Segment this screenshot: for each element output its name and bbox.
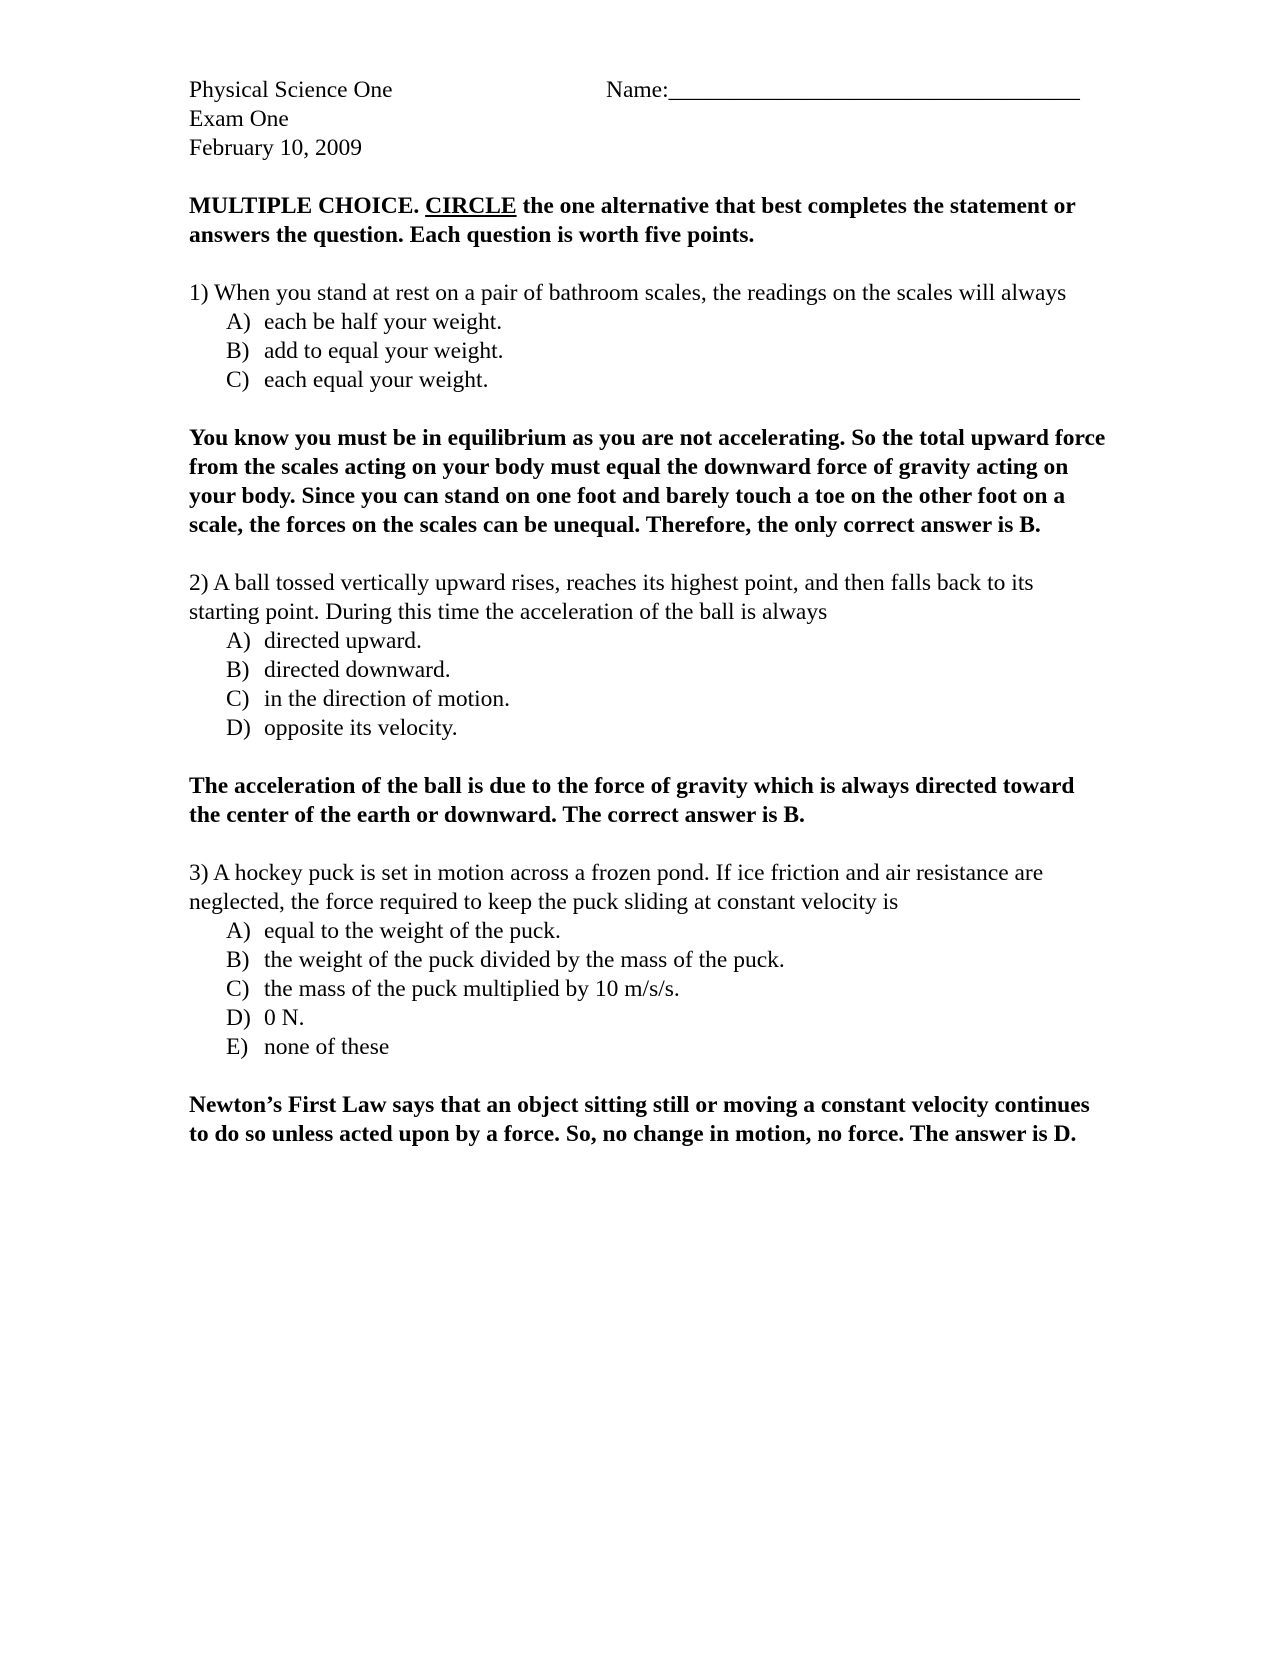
option-letter: A) — [226, 628, 251, 654]
option-text: opposite its velocity. — [264, 715, 458, 741]
option-text: directed downward. — [264, 657, 451, 683]
option-list — [189, 308, 1109, 395]
option-text: 0 N. — [264, 1005, 305, 1031]
option-text: the weight of the puck divided by the mass of the puck. — [264, 947, 785, 973]
option-text: add to equal your weight. — [264, 338, 504, 364]
instructions-suffix: the one alternative that best completes the statement or answers the question. Each question is worth five points. — [189, 193, 1076, 248]
option-d — [189, 1004, 1109, 1033]
option-letter: C) — [226, 367, 250, 393]
question-stem: 1) When you stand at rest on a pair of bathroom scales, the readings on the scales will always — [189, 280, 1067, 306]
exam-page — [189, 76, 1109, 1149]
option-letter: B) — [226, 338, 250, 364]
option-text: directed upward. — [264, 628, 422, 654]
question-1 — [189, 279, 1109, 395]
option-letter: B) — [226, 947, 250, 973]
option-letter: D) — [226, 715, 251, 741]
name-field: Name:___________________________________ — [606, 77, 1080, 103]
option-c — [189, 366, 1109, 395]
option-a — [189, 627, 1109, 656]
option-letter: C) — [226, 686, 250, 712]
question-2 — [189, 569, 1109, 743]
option-text: none of these — [264, 1034, 390, 1060]
instructions-circle-word: CIRCLE — [425, 193, 517, 219]
option-list — [189, 917, 1109, 1062]
option-letter: C) — [226, 976, 250, 1002]
option-text: in the direction of motion. — [264, 686, 511, 712]
option-e — [189, 1033, 1109, 1062]
option-b — [189, 656, 1109, 685]
exam-title: Exam One — [189, 106, 289, 132]
option-letter: A) — [226, 309, 251, 335]
option-letter: A) — [226, 918, 251, 944]
option-text: the mass of the puck multiplied by 10 m/s/s. — [264, 976, 680, 1002]
option-d — [189, 714, 1109, 743]
option-letter: D) — [226, 1005, 251, 1031]
option-list — [189, 627, 1109, 743]
answer-explanation-3: Newton’s First Law says that an object sitting still or moving a constant velocity continues to do so unless acted upon by a force. So, no change in motion, no force. The answer is D. — [189, 1092, 1090, 1147]
instructions — [189, 192, 1109, 250]
question-stem: 2) A ball tossed vertically upward rises, reaches its highest point, and then falls back to its starting point. During this time the acceleration of the ball is always — [189, 570, 1034, 625]
option-b — [189, 946, 1109, 975]
answer-explanation-1: You know you must be in equilibrium as you are not accelerating. So the total upward force from the scales acting on your body must equal the downward force of gravity acting on your body. Since you can stand on one foot and barely touch a toe on the other foot on a scale, the forces on the scales can be unequal. Therefore, the only correct answer is B. — [189, 425, 1106, 538]
question-stem: 3) A hockey puck is set in motion across a frozen pond. If ice friction and air resistance are neglected, the force required to keep the puck sliding at constant velocity is — [189, 860, 1044, 915]
option-b — [189, 337, 1109, 366]
option-c — [189, 975, 1109, 1004]
option-text: equal to the weight of the puck. — [264, 918, 561, 944]
course-title: Physical Science One — [189, 77, 393, 103]
question-3 — [189, 859, 1109, 1062]
exam-header — [189, 76, 1109, 163]
option-text: each be half your weight. — [264, 309, 503, 335]
instructions-prefix: MULTIPLE CHOICE. — [189, 193, 426, 219]
option-text: each equal your weight. — [264, 367, 489, 393]
option-letter: E) — [226, 1034, 249, 1060]
option-a — [189, 308, 1109, 337]
option-letter: B) — [226, 657, 250, 683]
option-c — [189, 685, 1109, 714]
answer-explanation-2: The acceleration of the ball is due to the force of gravity which is always directed toward the center of the earth or downward. The correct answer is B. — [189, 773, 1075, 828]
exam-date: February 10, 2009 — [189, 135, 362, 161]
option-a — [189, 917, 1109, 946]
